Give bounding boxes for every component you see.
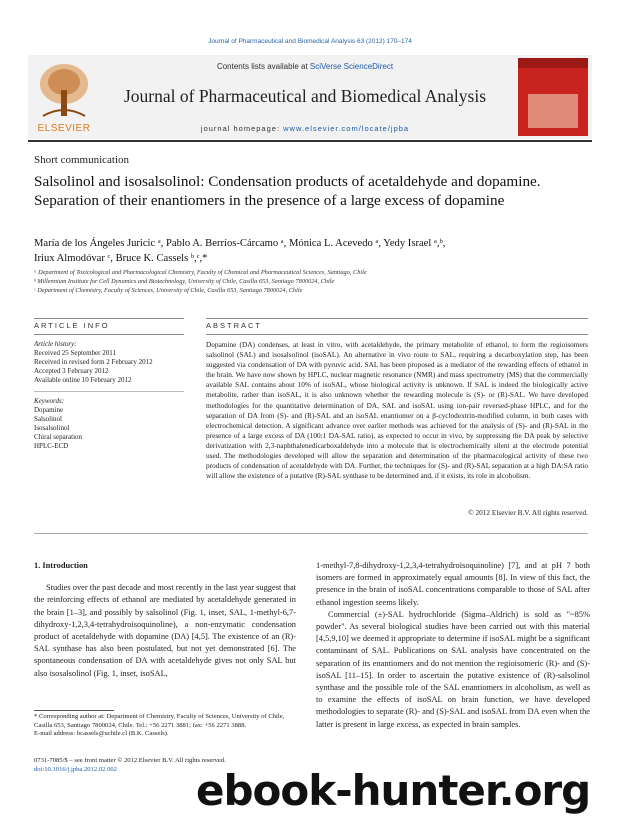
intro-column-left xyxy=(34,560,296,680)
keyword: HPLC-ECD xyxy=(34,442,69,450)
article-info-rule-top xyxy=(34,318,184,319)
abstract-text: Dopamine (DA) condenses, at least in vitro, with acetaldehyde, the primary metabolite of ethanol, to form the regioisomers salsolinol (SAL) and isosalsolinol (isoSAL). An alternative in vivo route to SAL, requiring a decarboxylation step, has been suggested via condensation of DA with pyruvic acid. SAL has been proposed as a mediator of the rewarding effects of ethanol in the brain. We have now shown by HPLC, nuclear magnetic resonance (NMR) and mass spectrometry (MS) that the commercially available SAL contains about 10% of isoSAL, whose biological activity is unknown. If SAL is indeed the biologically active metabolite, rather than isoSAL, it is also unknown whether the rewarding molecule is (S)- or (R)-SAL. We have developed methodologies for the quantitative determination of DA, SAL and isoSAL using ion-pair reversed-phase HPLC, and for the separation of DA from (S)- and (R)-SAL and an isoSAL enantiomer on a β-cyclodextrin-modified column, in both cases with electrochemical detection. A significant advance over earlier methods was achieved for the analysis of (S)- and (R)-SAL in the presence of a large excess of DA (100:1 DA-SAL ratio), as expected to occur in vivo, by suppressing the DA peak by selective derivatization with 2,3-naphthalenedicarboxaldehyde into a molecule that is electrochemically silent at the electrode potential used. The methodologies developed will allow the separation and determination of the pharmacological activity of these two products of condensation of acetaldehyde with DA. Further, the techniques for (S)- and (R)-SAL separation at a high DA:SA ratio will allow the existence of a putative (R)-SAL synthase to be determined and, if it exists, its role in alcoholism. xyxy=(206,340,588,481)
keyword: Dopamine xyxy=(34,406,64,414)
cover-band xyxy=(518,58,588,68)
journal-homepage-line xyxy=(100,124,510,133)
abstract-rule xyxy=(206,334,588,335)
doi-link[interactable]: doi:10.1016/j.jpba.2012.02.002 xyxy=(34,765,117,773)
affiliations xyxy=(34,268,594,296)
journal-title: Journal of Pharmaceutical and Biomedical Analysis xyxy=(123,86,487,106)
article-info-rule xyxy=(34,334,184,335)
intro-paragraph-1: Studies over the past decade and most recently in the last year suggest that the reinforcing effects of ethanol are mediated by acetaldehyde generated in the brain [1–3], and possibly by salsolinol (Fig. 1, inset, SAL, 1-methyl-6,7-dihydroxy-1,2,3,4-tetrahydroisoquinoline), a non-enzymatic condensation product of acetaldehyde with dopamine (DA) [4,5]. The existence of an (R)-SAL synthase has also been postulated, but not yet demonstrated [6]. The spontaneous condensation of DA with acetaldehyde gives not only SAL but also isosalsolinol (Fig. 1, inset, isoSAL, xyxy=(34,583,296,678)
article-info-label: ARTICLE INFO xyxy=(34,321,110,330)
cover-image xyxy=(528,94,578,128)
keyword: Salsolinol xyxy=(34,415,63,423)
contents-prefix: Contents lists available at xyxy=(216,62,310,71)
affiliation-c: ᶜ Department of Chemistry, Faculty of Sciences, University of Chile, Casilla 653, Santiago 7800024, Chile xyxy=(34,287,303,295)
issn-line: 0731-7085/$ – see front matter © 2012 Elsevier B.V. All rights reserved. xyxy=(34,757,226,764)
history-received: Received 25 September 2011 xyxy=(34,349,116,357)
corresponding-author: * Corresponding author at: Department of Chemistry, Faculty of Sciences, University of Chile, Casilla 653, Santiago 7800024, Chile. Tel.: +56 2271 3881; fax: +56 2271 3888. xyxy=(34,713,285,729)
sciencedirect-link[interactable]: SciVerse ScienceDirect xyxy=(309,62,394,71)
corresponding-author-footnote xyxy=(34,713,299,739)
authors-line-1: María de los Ángeles Juricic ᵃ, Pablo A. Berríos-Cárcamo ᵃ, Mónica L. Acevedo ᵃ, Yedy Israel ᵃ,ᵇ, xyxy=(34,238,446,249)
abstract-label: ABSTRACT xyxy=(206,321,263,330)
article-history xyxy=(34,340,184,451)
body-divider xyxy=(34,533,588,534)
journal-cover-thumbnail[interactable] xyxy=(518,58,588,136)
history-revised: Received in revised form 2 February 2012 xyxy=(34,358,153,366)
keywords-heading: Keywords: xyxy=(34,397,65,405)
publisher-logo-text: ELSEVIER xyxy=(37,123,91,134)
abstract-copyright: © 2012 Elsevier B.V. All rights reserved. xyxy=(468,508,588,517)
history-online: Available online 10 February 2012 xyxy=(34,376,132,384)
affiliation-b: ᵇ Millennium Institute for Cell Dynamics and Biotechnology, University of Chile, Casilla 653, Santiago 7800024, Chile xyxy=(34,278,335,286)
affiliation-a: ᵃ Department of Toxicological and Pharmacological Chemistry, Faculty of Chemical and Pharmaceutical Sciences, Santiago, Chile xyxy=(34,269,367,276)
history-heading: Article history: xyxy=(34,340,77,348)
keyword: Chiral separation xyxy=(34,433,83,441)
email-address[interactable]: E-mail address: bcassels@uchile.cl (B.K. Cassels). xyxy=(34,730,169,738)
header-divider xyxy=(28,140,592,142)
intro-column-right xyxy=(316,560,590,731)
intro-paragraph-1-cont: 1-methyl-7,8-dihydroxy-1,2,3,4-tetrahydroisoquinoline) [7], and at pH 7 both isomers are formed in approximately equal amounts [8]. In view of this fact, the presence in the brain of isoSAL concentrations comparable to those of SAL after ethanol ingestion seems likely. xyxy=(316,561,590,607)
abstract-rule-top xyxy=(206,318,588,319)
journal-citation[interactable]: Journal of Pharmaceutical and Biomedical Analysis 63 (2012) 170–174 xyxy=(208,38,412,45)
homepage-prefix: journal homepage: xyxy=(200,124,284,133)
contents-available-line xyxy=(100,62,510,71)
history-accepted: Accepted 3 February 2012 xyxy=(34,367,109,375)
watermark: ebook-hunter.org xyxy=(196,766,591,815)
intro-heading: 1. Introduction xyxy=(34,561,88,570)
author-list xyxy=(34,236,594,266)
article-type: Short communication xyxy=(34,154,130,166)
article-title: Salsolinol and isosalsolinol: Condensation products of acetaldehyde and dopamine. Separation of their enantiomers in the presence of a large excess of dopamine xyxy=(34,173,541,209)
footnote-rule xyxy=(34,710,114,711)
info-divider xyxy=(34,391,184,392)
intro-paragraph-2: Commercial (±)-SAL hydrochloride (Sigma–Aldrich) is sold as "~85% powder". As several biological studies have been carried out with this material [4,5,9,10] we deemed it appropriate to determine if isoSAL might be a significant contaminant of SAL. Publications on SAL analysis have concentrated on the separation of its enantiomers and do not mention the regioisomeric (R)- and (S)-isoSAL [11–15]. In order to ascertain the putative existence of (R)-salsolinol synthase and the possible role of the SAL enantiomers in alcoholism, as well as to examine the effects of isoSAL on brain function, we have developed methodologies to separate (R)- and (S)-SAL and isoSAL from DA even when the latter is present in large excess, as expected in brain samples. xyxy=(316,609,590,729)
keyword: Isosalsolinol xyxy=(34,424,70,432)
authors-line-2: Iriux Almodóvar ᶜ, Bruce K. Cassels ᵇ,ᶜ,* xyxy=(34,253,208,264)
homepage-link[interactable]: www.elsevier.com/locate/jpba xyxy=(283,124,410,133)
